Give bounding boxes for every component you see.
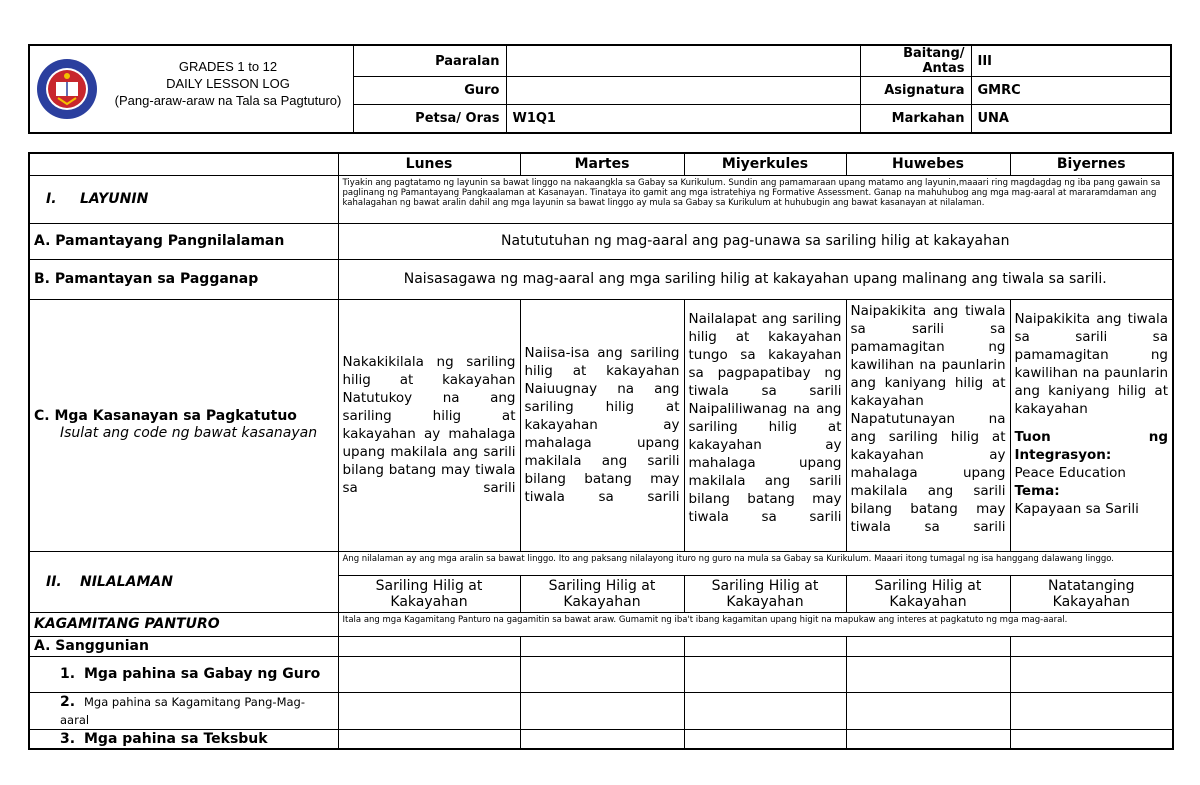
teksbuk-lunes[interactable] [338, 729, 520, 749]
petsa-label: Petsa/ Oras [354, 105, 506, 133]
sanggunian-biyernes[interactable] [1010, 636, 1173, 656]
lesson-log-table [28, 152, 1174, 750]
asignatura-label: Asignatura [860, 77, 971, 105]
kasanayan-huwebes[interactable] [846, 299, 1010, 551]
markahan-value[interactable]: UNA [971, 105, 1170, 133]
gabay-guro-huwebes[interactable] [846, 656, 1010, 692]
sanggunian-label: A. Sanggunian [29, 636, 338, 656]
nilalaman-lunes[interactable]: Sariling Hilig at Kakayahan [338, 575, 520, 612]
kasanayan-row [29, 299, 1173, 551]
header-box [28, 44, 1172, 134]
pang-mag-aaral-huwebes[interactable] [846, 692, 1010, 729]
layunin-label: LAYUNIN [80, 191, 149, 207]
layunin-row [29, 175, 1173, 223]
teksbuk-miyerkules[interactable] [684, 729, 846, 749]
tuon-value: Peace Education [1014, 464, 1126, 481]
pamantayang-pangnilalaman-row [29, 223, 1173, 259]
item-1-text: Mga pahina sa Gabay ng Guro [84, 666, 321, 682]
paaralan-value[interactable] [506, 46, 860, 77]
kagamitang-pang-mag-aaral-label [29, 692, 338, 729]
item-3-text: Mga pahina sa Teksbuk [84, 730, 268, 747]
gabay-guro-miyerkules[interactable] [684, 656, 846, 692]
nilalaman-biyernes[interactable]: Natatanging Kakayahan [1010, 575, 1173, 612]
item-2-text: Mga pahina sa Kagamitang Pang-Mag-aaral [60, 694, 305, 727]
teksbuk-label [29, 729, 338, 749]
sanggunian-row [29, 636, 1173, 656]
teksbuk-biyernes[interactable] [1010, 729, 1173, 749]
day-biyernes: Biyernes [1010, 153, 1173, 175]
teksbuk-row [29, 729, 1173, 749]
tema-label: Tema: [1014, 482, 1060, 499]
pang-mag-aaral-biyernes[interactable] [1010, 692, 1173, 729]
day-martes: Martes [520, 153, 684, 175]
nilalaman-miyerkules[interactable]: Sariling Hilig at Kakayahan [684, 575, 846, 612]
paaralan-label: Paaralan [354, 46, 506, 77]
sanggunian-lunes[interactable] [338, 636, 520, 656]
kasanayan-sublabel: Isulat ang code ng bawat kasanayan [60, 425, 318, 441]
kagamitan-note: Itala ang mga Kagamitang Panturo na gagamitin sa bawat araw. Gumamit ng iba't ibang kagamitan upang higit na mapukaw ang interes at pagkatuto ng mga mag-aaral. [338, 612, 1173, 636]
kasanayan-label-cell [29, 299, 338, 551]
pamantayang-pangnilalaman-value[interactable]: Natututuhan ng mag-aaral ang pag-unawa sa sariling hilig at kakayahan [338, 223, 1173, 259]
pang-mag-aaral-martes[interactable] [520, 692, 684, 729]
title-line-2: DAILY LESSON LOG [166, 76, 290, 91]
nilalaman-huwebes[interactable]: Sariling Hilig at Kakayahan [846, 575, 1010, 612]
kasanayan-martes[interactable] [520, 299, 684, 551]
kasanayan-huwebes-text: Naipakikita ang tiwala sa sarili sa pamamagitan ng kawilihan na paunlarin ang kaniyang hilig at kakayahan Napatutunayan na ang sariling hilig at kakayahan ay mahalaga upang makilala ang sarili bilang batang may tiwala sa sarili [850, 302, 1006, 535]
pamantayang-pangnilalaman-label: A. Pamantayang Pangnilalaman [29, 223, 338, 259]
kasanayan-miyerkules[interactable] [684, 299, 846, 551]
asignatura-value[interactable]: GMRC [971, 77, 1170, 105]
pamantayan-sa-pagganap-label: B. Pamantayan sa Pagganap [29, 259, 338, 299]
kagamitan-row [29, 612, 1173, 636]
nilalaman-note-row [29, 551, 1173, 575]
days-header-row [29, 153, 1173, 175]
deped-seal-icon [36, 58, 98, 120]
kagamitang-pang-mag-aaral-row [29, 692, 1173, 729]
item-1-num: 1. [60, 666, 76, 682]
kasanayan-biyernes[interactable] [1010, 299, 1173, 551]
markahan-label: Markahan [860, 105, 971, 133]
kasanayan-label: C. Mga Kasanayan sa Pagkatutuo [34, 408, 297, 424]
guro-value[interactable] [506, 77, 860, 105]
kasanayan-lunes-text: Nakakikilala ng sariling hilig at kakayahan Natutukoy na ang sariling hilig at kakayahan ay mahalaga upang makilala ang sarili bilang batang may tiwala sa sarili [342, 354, 516, 496]
header-fields [354, 46, 1170, 133]
nilalaman-label: NILALAMAN [80, 573, 173, 590]
layunin-note: Tiyakin ang pagtatamo ng layunin sa bawat linggo na nakaangkla sa Gabay sa Kurikulum. Sundin ang pamamaraan upang matamo ang layunin,maaari ring magdagdag ng iba pang gawain sa paglinang ng Pamantayang Pangkaalaman at Kasanayan. Tinataya ito gamit ang mga istratehiya ng Formative Assessment. Ganap na mahuhubog ang mga mag-aaral at mararamdaman ang kahalagahan ng bawat aralin dahil ang mga layunin sa bawat linggo ay mula sa Gabay sa Kurikulum at huhubugin ang bawat kasanayan at nilalaman. [338, 175, 1173, 223]
pang-mag-aaral-lunes[interactable] [338, 692, 520, 729]
day-miyerkules: Miyerkules [684, 153, 846, 175]
gabay-guro-label [29, 656, 338, 692]
gabay-guro-martes[interactable] [520, 656, 684, 692]
day-lunes: Lunes [338, 153, 520, 175]
nilalaman-note: Ang nilalaman ay ang mga aralin sa bawat linggo. Ito ang paksang nilalayong ituro ng guro na mula sa Gabay sa Kurikulum. Maaari itong tumagal ng isa hanggang dalawang linggo. [338, 551, 1173, 575]
petsa-value[interactable]: W1Q1 [506, 105, 860, 133]
sanggunian-huwebes[interactable] [846, 636, 1010, 656]
sanggunian-miyerkules[interactable] [684, 636, 846, 656]
item-3-num: 3. [60, 730, 76, 747]
title-line-1: GRADES 1 to 12 [178, 59, 278, 74]
layunin-num: I. [46, 191, 57, 207]
gabay-guro-lunes[interactable] [338, 656, 520, 692]
guro-label: Guro [354, 77, 506, 105]
sanggunian-martes[interactable] [520, 636, 684, 656]
item-2-num: 2. [60, 693, 76, 710]
teksbuk-martes[interactable] [520, 729, 684, 749]
baitang-label-1: Baitang/ [903, 46, 965, 61]
header-title-block [30, 46, 354, 132]
pang-mag-aaral-miyerkules[interactable] [684, 692, 846, 729]
kasanayan-martes-text: Naiisa-isa ang sariling hilig at kakayahan Naiuugnay na ang sariling hilig at kakayahan ay mahalaga upang makilala ang sarili bilang batang may tiwala sa sarili [524, 345, 680, 505]
gabay-guro-row [29, 656, 1173, 692]
day-huwebes: Huwebes [846, 153, 1010, 175]
tuon-label: Tuon ng Integrasyon: [1014, 428, 1168, 463]
title-line-3: (Pang-araw-araw na Tala sa Pagtuturo) [114, 93, 342, 108]
header-title [102, 58, 354, 109]
teksbuk-huwebes[interactable] [846, 729, 1010, 749]
kagamitan-label: KAGAMITANG PANTURO [29, 612, 338, 636]
nilalaman-num: II. [46, 573, 62, 590]
nilalaman-martes[interactable]: Sariling Hilig at Kakayahan [520, 575, 684, 612]
baitang-label [860, 46, 971, 77]
baitang-label-2: Antas [922, 61, 965, 76]
pamantayan-sa-pagganap-value[interactable]: Naisasagawa ng mag-aaral ang mga sariling hilig at kakayahan upang malinang ang tiwala sa sarili. [338, 259, 1173, 299]
tema-value: Kapayaan sa Sarili [1014, 500, 1139, 517]
gabay-guro-biyernes[interactable] [1010, 656, 1173, 692]
kasanayan-biyernes-text: Naipakikita ang tiwala sa sarili sa pamamagitan ng kawilihan na paunlarin ang kaniyang hilig at kakayahan [1014, 310, 1168, 417]
nilalaman-label-cell [29, 551, 338, 612]
kasanayan-lunes[interactable] [338, 299, 520, 551]
pamantayan-sa-pagganap-row [29, 259, 1173, 299]
baitang-value[interactable]: III [971, 46, 1170, 77]
layunin-label-cell [29, 175, 338, 223]
kasanayan-miyerkules-text: Nailalapat ang sariling hilig at kakayahan tungo sa kakayahan sa pagpapatibay ng tiwala sa sarili Naipaliliwanag na ang sariling hilig at kakayahan ay mahalaga upang makilala ang sarili bilang batang may tiwala sa sarili [688, 310, 842, 525]
corner-cell [29, 153, 338, 175]
